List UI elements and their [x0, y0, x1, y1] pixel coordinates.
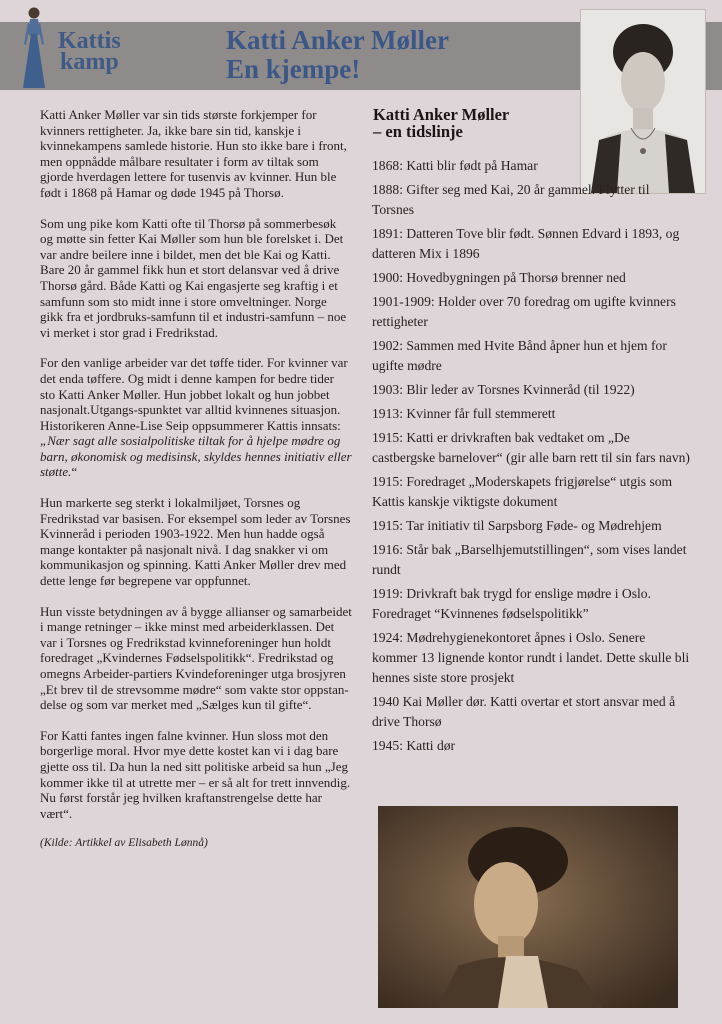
article-text-span: For den vanlige arbeider var det tøffe tider. For kvinner var det enda tøffere. Og midt i denne kampen for bedre tider sto Katti Anker Møller. Hun jobbet lokalt og hun jobbet nasjonalt.Utgangs-spunktet var alltid kvinnenes situasjon. Historikeren Anne-Lise Seip oppsummerer Kattis innsats: — [40, 355, 348, 433]
timeline-item: 1888: Gifter seg med Kai, 20 år gammel. Flytter til Torsnes — [372, 182, 650, 217]
quote-close: “ — [71, 464, 78, 480]
article-text — [40, 107, 352, 852]
timeline-item: 1915: Katti er drivkraften bak vedtaket om „De castbergske barnelover“ (gir alle barn rett til sin fars navn) — [372, 430, 690, 465]
timeline-item: 1915: Tar initiativ til Sarpsborg Føde- og Mødrehjem — [372, 518, 662, 533]
timeline-item: 1902: Sammen med Hvite Bånd åpner hun et hjem for ugifte mødre — [372, 338, 667, 373]
timeline-heading — [373, 106, 509, 140]
timeline-heading-line-2: – en tidslinje — [373, 122, 463, 141]
article-paragraph: Som ung pike kom Katti ofte til Thorsø på sommerbesøk og møtte sin fetter Kai Møller som hun ble forelsket i. Det var andre beilere inne i bildet, men det ble Kai og Katti. Bare 20 år gammel fikk hun et stort delansvar ved å drive Thorsø gård. Både Katti og Kai engasjerte seg kraftig i et samfunn som sto midt inne i store omveltninger. Norge gikk fra et jordbruks-samfunn til et industri-samfunn – noe vi merket i stor grad i Fredrikstad. — [40, 215, 347, 340]
article-paragraph-quote — [40, 355, 352, 480]
timeline-item: 1901-1909: Holder over 70 foredrag om ugifte kvinners rettigheter — [372, 294, 676, 329]
article-paragraph: Hun visste betydningen av å bygge allianser og samarbeidet i mange retninger – ikke minst med arbeiderklassen. Det var i Torsnes og Fredrikstad kvinneforeninger hun holdt foredraget „Kvindernes Fødselspolitikk“. Fredrikstad og omegns Arbeider-partiers Kvindeforeninger utga brosjyren „Et brev til de strevsomme mødre“ som vakte stor oppstan-delse og som var merket med „Sælges kun til gifte“. — [40, 603, 352, 713]
timeline-item: 1903: Blir leder av Torsnes Kvinneråd (til 1922) — [372, 382, 635, 397]
logo — [58, 28, 121, 75]
logo-line-2: kamp — [60, 49, 119, 75]
timeline-item: 1924: Mødrehygienekontoret åpnes i Oslo. Senere kommer 13 lignende kontor rundt i landet. Dette skulle bli hennes siste store prosjekt — [372, 630, 690, 685]
timeline-item: 1919: Drivkraft bak trygd for enslige mødre i Oslo. Foredraget “Kvinnenes fødselspolitikk” — [372, 586, 651, 621]
timeline-item: 1940 Kai Møller dør. Katti overtar et stort ansvar med å drive Thorsø — [372, 694, 676, 729]
timeline-item: 1900: Hovedbygningen på Thorsø brenner ned — [372, 270, 626, 285]
timeline-item: 1916: Står bak „Barselhjemutstillingen“, som vises landet rundt — [372, 542, 687, 577]
timeline-item: 1868: Katti blir født på Hamar — [372, 158, 538, 173]
timeline-list — [372, 156, 692, 760]
page-title — [226, 26, 449, 84]
historian-quote: „Nær sagt alle sosialpolitiske tiltak for å hjelpe mødre og barn, økonomisk og medisinsk, skyldes hennes initiativ eller støtte. — [40, 433, 352, 480]
article-paragraph: Katti Anker Møller var sin tids største forkjemper for kvinners rettigheter. Ja, ikke bare sin tid, kanskje i kvinnekampens samlede historie. Hun sto ikke bare i front, men oppnådde målbare resultater i form av tiltak som gjorde hverdagen lettere for tusenvis av kvinner. Hun ble født i 1868 på Hamar og døde 1945 på Thorsø. — [40, 107, 347, 200]
timeline-item: 1945: Katti dør — [372, 738, 456, 753]
woman-figure-icon — [18, 4, 50, 92]
timeline-item: 1891: Datteren Tove blir født. Sønnen Edvard i 1893, og datteren Mix i 1896 — [372, 226, 680, 261]
portrait-photo-bottom — [378, 806, 678, 1008]
timeline-item: 1915: Foredraget „Moderskapets frigjørelse“ utgis som Kattis kanskje viktigste dokument — [372, 474, 673, 509]
article-paragraph: For Katti fantes ingen falne kvinner. Hun sloss mot den borgerlige moral. Hvor mye dette kostet kan vi i dag bare gjette oss til. Da hun la ned sitt politiske arbeid sa hun „Jeg kommer ikke til at utrette mer – er så alt for trett innvendig. Nu først forstår jeg hvilken kraftanstrengelse dette har vært“. — [40, 727, 351, 821]
page-title-line-2: En kjempe! — [226, 54, 361, 84]
logo-line-1: Kattis — [58, 28, 121, 54]
timeline-heading-line-1: Katti Anker Møller — [373, 105, 510, 124]
timeline-item: 1913: Kvinner får full stemmerett — [372, 406, 556, 421]
page-title-line-1: Katti Anker Møller — [226, 25, 449, 55]
article-paragraph: Hun markerte seg sterkt i lokalmiljøet, Torsnes og Fredrikstad var basisen. For eksempel som leder av Torsnes Kvinneråd i perioden 1903-1922. Men hun hadde også mange kontakter på nasjonalt nivå. I dag snakker vi om kommunikasjon og spinning. Katti Anker Møller drev med dette lenge før begrepene var oppfunnet. — [40, 495, 351, 589]
source-credit: (Kilde: Artikkel av Elisabeth Lønnå) — [40, 837, 208, 850]
